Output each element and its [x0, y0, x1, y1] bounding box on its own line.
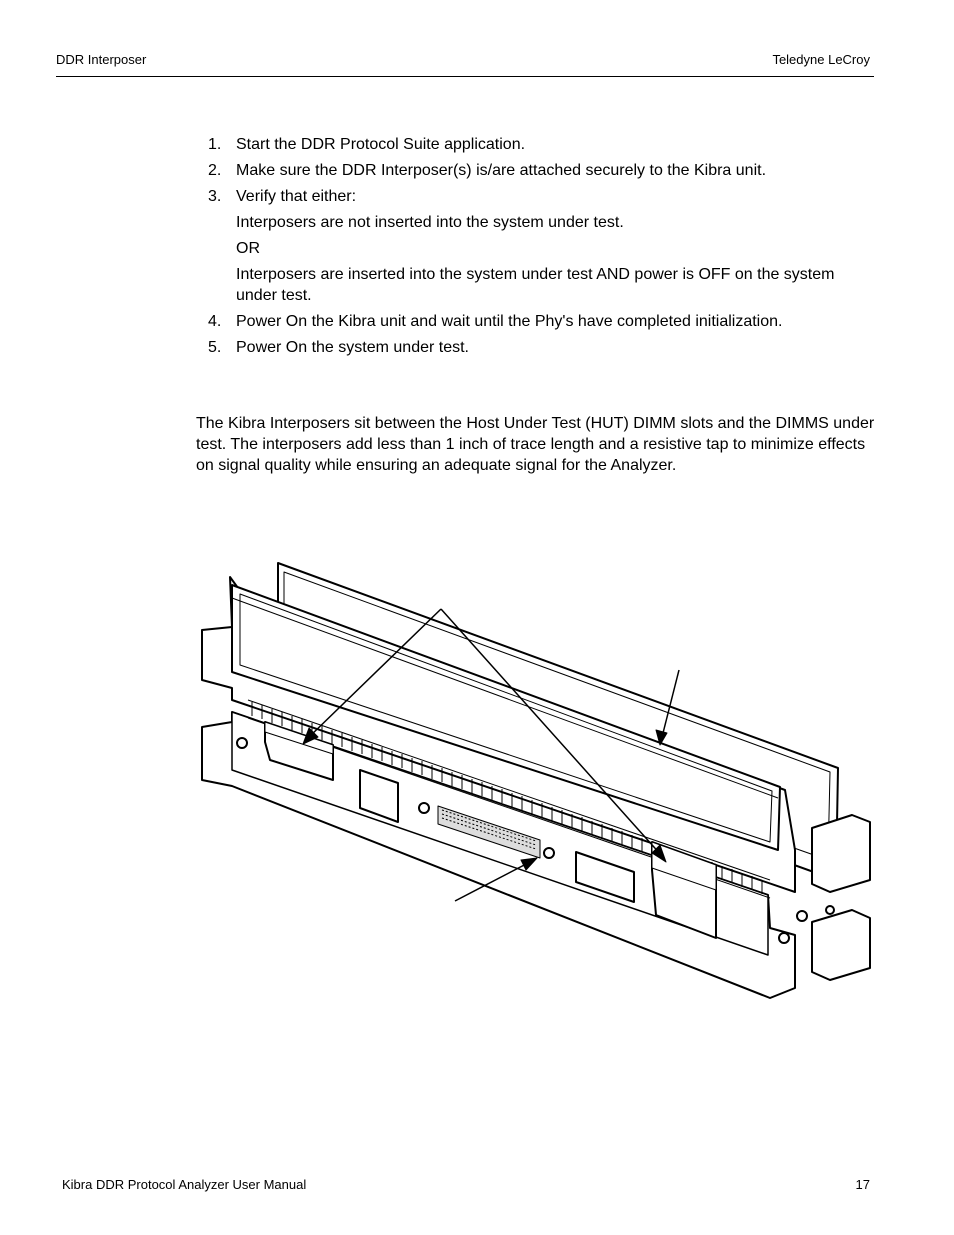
step-text: Start the DDR Protocol Suite application. — [236, 136, 526, 153]
step-text: Power On the Kibra unit and wait until the Phy's have completed initialization. — [236, 313, 783, 330]
header-right: Teledyne LeCroy — [772, 52, 870, 67]
step-text: Verify that either: — [236, 188, 357, 205]
step-subtext: Interposers are not inserted into the system under test. — [236, 214, 624, 231]
step-number: 5. — [208, 339, 222, 356]
procedure-steps — [196, 134, 876, 363]
step-item — [196, 311, 876, 332]
mount-hole — [419, 803, 429, 813]
mount-hole — [779, 933, 789, 943]
footer-title: Kibra DDR Protocol Analyzer User Manual — [62, 1177, 307, 1192]
mount-hole — [797, 911, 807, 921]
header-left: DDR Interposer — [56, 52, 147, 67]
step-text: Make sure the DDR Interposer(s) is/are attached securely to the Kibra unit. — [236, 162, 767, 179]
step-text: Power On the system under test. — [236, 339, 469, 356]
interposer-figure — [196, 558, 876, 1003]
mount-hole — [237, 738, 247, 748]
step-subtext: OR — [236, 240, 260, 257]
interposer-description: The Kibra Interposers sit between the Host Under Test (HUT) DIMM slots and the DIMMS under test. The interposers add less than 1 inch of trace length and a resistive tap to minimize effects on signal quality while ensuring an adequate signal for the Analyzer. — [196, 415, 875, 474]
right-latch-upper — [812, 815, 870, 892]
interposer-illustration — [196, 558, 876, 1003]
step-number: 3. — [208, 188, 222, 205]
step-number: 1. — [208, 136, 222, 153]
step-number: 4. — [208, 313, 222, 330]
step-number: 2. — [208, 162, 222, 179]
step-subtext: Interposers are inserted into the system under test AND power is OFF on the system under test. — [236, 266, 835, 304]
step-item — [196, 134, 876, 155]
page-number: 17 — [855, 1177, 870, 1192]
mount-hole — [826, 906, 834, 914]
step-item — [196, 186, 876, 306]
step-item — [196, 160, 876, 181]
page-header — [56, 52, 874, 77]
step-item — [196, 337, 876, 358]
mount-hole — [544, 848, 554, 858]
right-latch-lower — [812, 910, 870, 980]
